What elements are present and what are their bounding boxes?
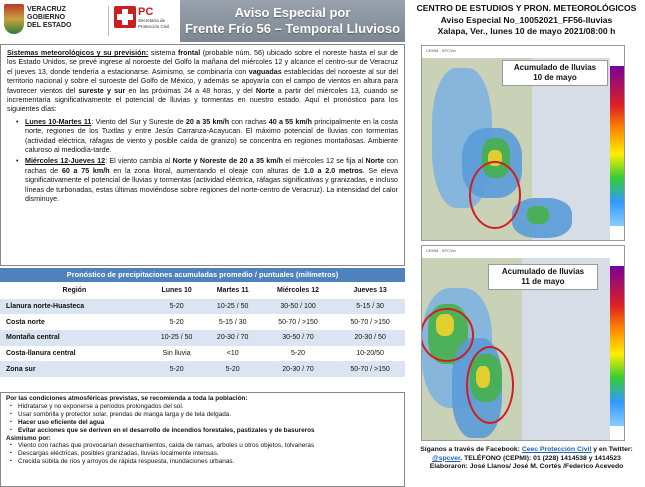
list-item: ▪ Evitar acciones que se deriven en el desarrollo de incendios forestales, pastizales y de basureros — [6, 427, 399, 435]
forecast-item-mon-tue: • Lunes 10-Martes 11: Viento del Sur y Sureste de 20 a 35 km/h con rachas 40 a 55 km/h principalmente en la costa norte, regiones de los Tuxtlas y entre Jesús Carranza-Acayucan. El máximo potencial de lluvias con tormentas (actividad eléctrica, ráfagas de viento y posible caída de granizo) se concentra en regiones montañosas. Ambiente caluroso al mediodía-tarde. — [17, 118, 398, 156]
table-cell: Costa-llanura central — [6, 350, 76, 358]
table-cell: 50-70 / >150 — [350, 318, 390, 326]
twitter-link[interactable]: @spcver — [432, 454, 461, 462]
table-cell: 5-20 — [169, 318, 184, 326]
pc-subtitle: Secretaría de Protección Civil — [138, 18, 170, 29]
table-cell: 50-70 / >150 — [335, 361, 405, 377]
recommendations — [0, 392, 405, 487]
list-item: ▪ Crecida súbita de ríos y arroyos de rápida respuesta, inundaciones urbanas. — [6, 458, 399, 466]
table-cell: 10-25 / 50 — [204, 299, 260, 315]
table-cell: Llanura norte-Huasteca — [0, 299, 149, 315]
table-cell: Costa norte — [6, 318, 45, 326]
table-cell: 5-15 / 30 — [335, 299, 405, 315]
table-cell: 30-50 / 70 — [261, 330, 335, 346]
proteccion-civil-logo — [114, 4, 176, 38]
highlight-circle — [469, 161, 521, 229]
map-label: Acumulado de lluvias 11 de mayo — [488, 264, 598, 290]
table-cell: 20-30 / 70 — [261, 361, 335, 377]
table-cell: 5-20 — [204, 361, 260, 377]
location-date: Xalapa, Ver., lunes 10 de mayo 2021/08:00 h — [437, 26, 616, 36]
table-cell: 5-20 — [149, 299, 205, 315]
table-cell: 20-30 / 70 — [204, 330, 260, 346]
table-cell: 5-20 — [149, 361, 205, 377]
rain-map-day1 — [421, 45, 625, 241]
list-item: ▪ Descargas eléctricas, posibles granizadas, lluvias localmente intensas. — [6, 450, 399, 458]
veracruz-estado: DEL ESTADO — [27, 22, 72, 29]
veracruz-gobierno: GOBIERNO — [27, 14, 66, 21]
forecast-text — [0, 44, 405, 266]
daily-forecast-list — [17, 118, 398, 205]
table-cell: 30-50 / 100 — [261, 299, 335, 315]
list-item: ▪ Viento con rachas que provocarían desechamientos, caída de ramas, arboles u otros objetos, tolvaneras — [6, 442, 399, 450]
synopsis-paragraph: Sistemas meteorológicos y su previsión: sistema frontal (probable núm. 56) ubicado sobre el noreste hasta el sur de los Estado Unidos, se prevé ingrese al noroeste del Golfo la mañana del miércoles 12 y alcance el centro-sur de Veracruz el jueves 13, donde tendería a estacionarse. Asimismo, se combinaría con vaguadas establecidas del noroeste al sur del territorio nacional y sobre el suroeste del Golfo de México, y además se apoyaría con el campo de vientos en altura para favorecer vientos del sureste y sur en las próximas 24 a 48 horas, y del Norte a partir del miércoles 13, cuando se incrementaría significativamente el potencial de lluvias y tormentas en nuestro estado. Aquí el pronóstico para los siguientes días: — [7, 49, 399, 114]
table-cell: 10-20/50 — [356, 350, 384, 358]
map-header: CEMM - SPCVer — [426, 248, 457, 253]
list-item: ▪ Hacer uso eficiente del agua — [6, 419, 399, 427]
header-logos — [0, 0, 178, 42]
table-title: Pronóstico de precipitaciones acumuladas promedio / puntuales (milímetros) — [0, 268, 405, 282]
contact-footer — [408, 446, 645, 472]
color-scale — [610, 66, 624, 226]
color-scale — [610, 266, 624, 426]
table-cell: 50-70 / >150 — [278, 318, 318, 326]
table-header-row — [0, 283, 405, 299]
table-cell: 5-20 — [291, 350, 306, 358]
table-cell: 20-30 / 50 — [335, 330, 405, 346]
table-cell: 5-15 / 30 — [218, 318, 247, 326]
table-cell: Zona sur — [0, 361, 149, 377]
forecast-item-wed-thu: • Miércoles 12-Jueves 12: El viento cambia al Norte y Noreste de 20 a 35 km/h el miércoles 12 se fija al Norte con rachas de 60 a 75 km/h en la zona litoral, aumentando el oleaje con alturas de 1.0 a 2.0 metros. Se eleva significativamente el potencial de lluvias y tormentas (actividad eléctrica, ráfagas significativas y granizadas, e incluso líneas de turbonadas, estas últimas moviéndose sobre regiones del norte-centro de Veracruz). La intensidad del calor disminuye. — [17, 157, 398, 204]
authors-line: Elaboraron: José Llanos/ José M. Cortés /Federico Acevedo — [429, 463, 624, 471]
facebook-link[interactable]: Ceec Protección Civil — [521, 446, 592, 453]
highlight-circle — [466, 346, 514, 424]
rain-map-day2 — [421, 245, 625, 441]
table-row — [0, 330, 405, 346]
map-header: CEMM - SPCVer — [426, 48, 457, 53]
issuer-block — [408, 0, 645, 42]
table-cell: 10-25 / 50 — [149, 330, 205, 346]
shield-icon — [4, 4, 24, 34]
table-row — [0, 314, 405, 330]
col-header: Región — [0, 283, 149, 299]
aviso-id: Aviso Especial No_10052021_FF56-lluvias — [440, 14, 613, 25]
list-item: ▪ Hidratarse y no exponerse a periodos prolongados del sol. — [6, 403, 399, 411]
table-row — [0, 346, 405, 362]
banner-title-line1: Aviso Especial por — [234, 5, 351, 20]
table-cell: <10 — [226, 350, 239, 358]
recs-intro: Por las condiciones atmosféricas previstas, se recomienda a toda la población: — [6, 395, 248, 402]
list-item: ▪ Usar sombrilla y protector solar, prendas de manga larga y de tela delgada. — [6, 411, 399, 419]
col-header: Lunes 10 — [149, 283, 205, 299]
center-name: CENTRO DE ESTUDIOS Y PRON. METEOROLÓGICOS — [416, 3, 637, 13]
table-row — [0, 299, 405, 315]
cross-icon — [114, 6, 136, 28]
recs-also: Asimismo por: — [6, 434, 51, 442]
veracruz-name: VERACRUZ — [27, 6, 66, 13]
table-row — [0, 361, 405, 377]
contact-line: @spcver. TELÉFONO (CEPMI): 01 (228) 1414538 y 1414523 — [432, 454, 621, 462]
col-header: Miércoles 12 — [261, 283, 335, 299]
title-banner — [180, 0, 405, 42]
col-header: Jueves 13 — [335, 283, 405, 299]
precip-table — [0, 283, 405, 377]
map-label: Acumulado de lluvias 10 de mayo — [502, 60, 608, 86]
logo-divider — [108, 6, 109, 36]
banner-title-line2: Frente Frío 56 – Temporal Lluvioso — [184, 21, 401, 36]
highlight-circle — [421, 308, 474, 362]
col-header: Martes 11 — [204, 283, 260, 299]
veracruz-logo — [4, 4, 72, 38]
pc-abbrev: PC — [138, 6, 154, 18]
table-cell: Montaña central — [0, 330, 149, 346]
social-line: Síganos a través de Facebook: Ceec Protección Civil y en Twitter: — [420, 446, 633, 453]
table-cell: Sin lluvia — [162, 350, 191, 358]
